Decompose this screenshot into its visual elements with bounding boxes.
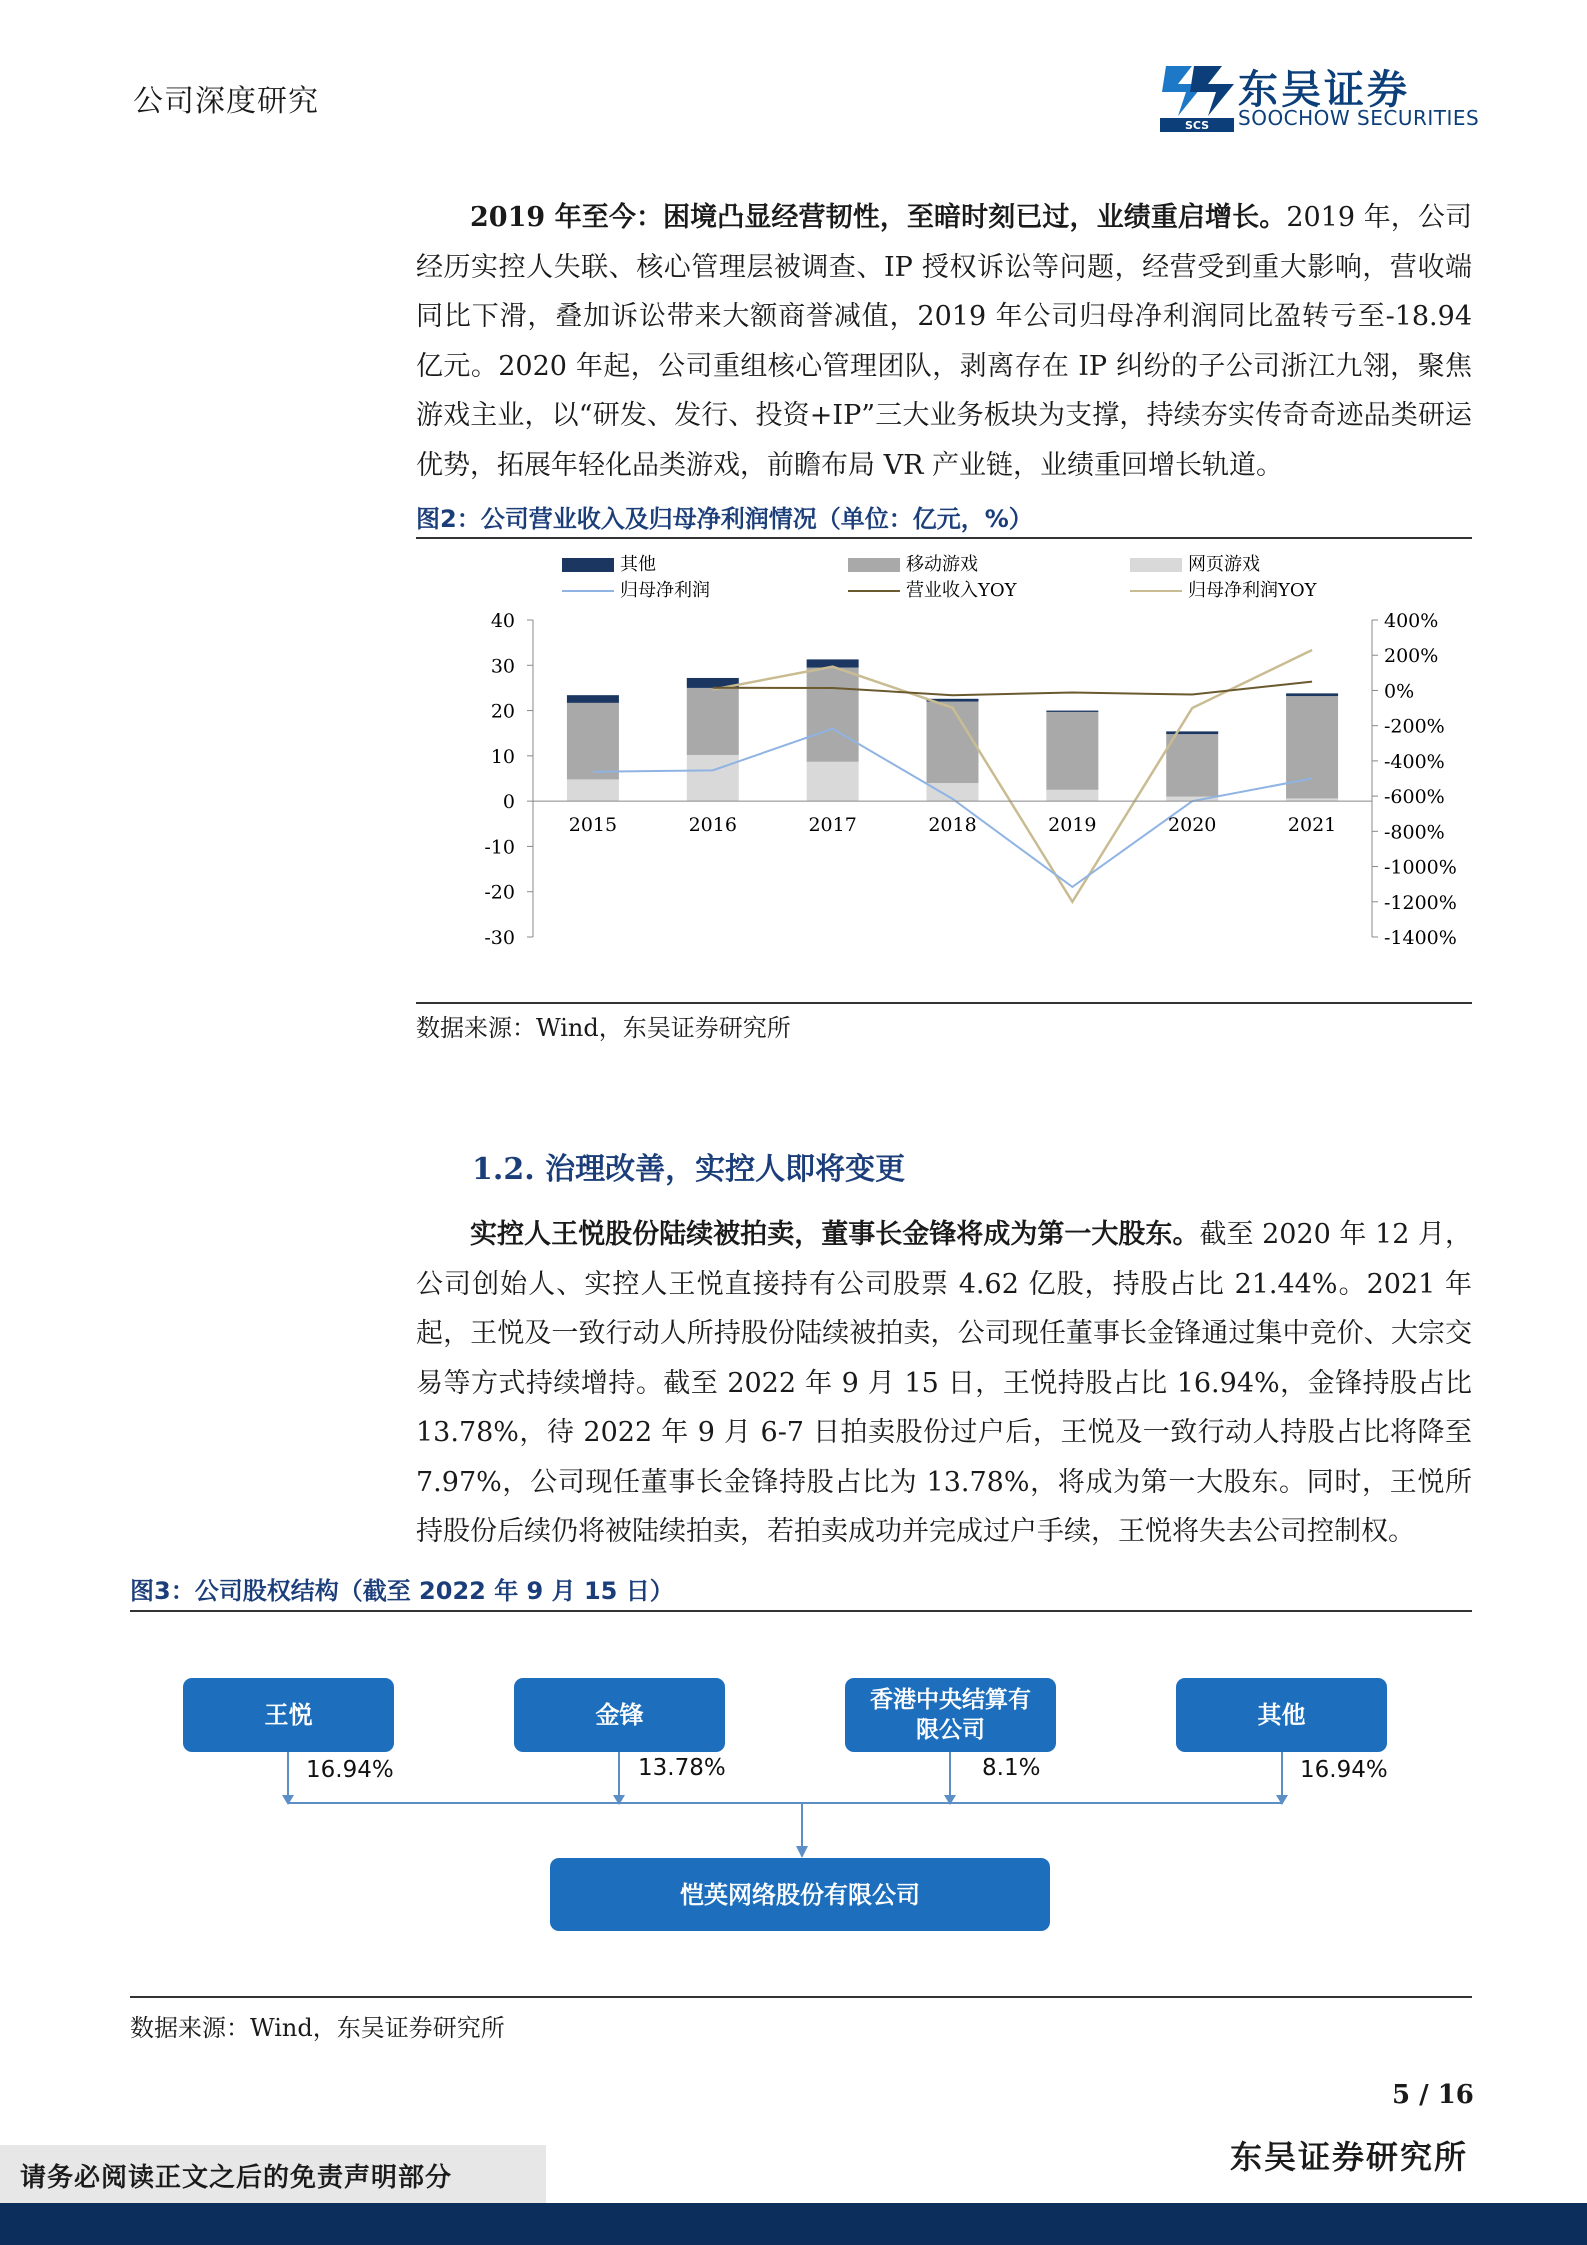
y-right-tick-label: -800% bbox=[1384, 821, 1445, 844]
figure-2-source: 数据来源：Wind，东吴证券研究所 bbox=[416, 1014, 791, 1042]
legend-swatch bbox=[1130, 558, 1182, 572]
logo-chinese: 东吴证券 bbox=[1238, 67, 1410, 113]
bar-segment-其他 bbox=[1286, 693, 1338, 696]
footer-institute: 东吴证券研究所 bbox=[1230, 2138, 1469, 2176]
bar-segment-网页游戏 bbox=[807, 762, 859, 801]
y-left-tick-label: 40 bbox=[490, 610, 515, 632]
bar-segment-移动游戏 bbox=[927, 702, 979, 784]
section-heading-1-2: 1.2. 治理改善，实控人即将变更 bbox=[472, 1152, 906, 1187]
x-tick-label: 2019 bbox=[1048, 814, 1097, 837]
legend-swatch bbox=[848, 558, 900, 572]
figure-2-bottom-rule bbox=[416, 1002, 1472, 1004]
bar-segment-网页游戏 bbox=[567, 779, 619, 801]
legend-label: 归母净利润YOY bbox=[1188, 580, 1317, 601]
y-right-tick-label: 0% bbox=[1384, 680, 1415, 703]
shareholder-name: 香港中央结算有限公司 bbox=[870, 1687, 1031, 1743]
bar-segment-移动游戏 bbox=[687, 688, 739, 755]
legend-label: 网页游戏 bbox=[1188, 554, 1260, 575]
legend-label: 归母净利润 bbox=[620, 580, 710, 601]
legend-label: 营业收入YOY bbox=[906, 580, 1017, 601]
y-left-tick-label: 30 bbox=[490, 655, 515, 678]
chart-legend bbox=[562, 554, 1318, 601]
bar-segment-移动游戏 bbox=[807, 668, 859, 762]
logo-badge-text: SCS bbox=[1184, 119, 1210, 132]
page-number: 5 / 16 bbox=[1392, 2080, 1474, 2110]
shareholder-name: 其他 bbox=[1257, 1701, 1306, 1729]
figure-2-title: 图2：公司营业收入及归母净利润情况（单位：亿元，%） bbox=[416, 505, 1033, 533]
shareholder-name: 王悦 bbox=[264, 1701, 313, 1729]
x-tick-label: 2018 bbox=[928, 814, 977, 837]
para2-body: 截至 2020 年 12 月，公司创始人、实控人王悦直接持有公司股票 4.62 亿股，持股占比 21.44%。2021 年起，王悦及一致行动人所持股份陆续被拍卖，公司现任董事长金锋通过集中竞价、大宗交易等方式持续增持。截至 2022 年 9 月 15 日，王悦持股占比 16.94%，金锋持股占比 13.78%，待 2022 年 9 月 6-7 日拍卖股份过户后，王悦及一致行动人持股占比将降至 7.97%，公司现任董事长金锋持股占比为 13.78%，将成为第一大股东。同时，王悦所持股份后续仍将被陆续拍卖，若拍卖成功并完成过户手续，王悦将失去公司控制权。 bbox=[416, 1219, 1473, 1547]
paragraph-ownership bbox=[416, 1210, 1472, 1557]
y-right-tick-label: 400% bbox=[1384, 610, 1439, 632]
x-tick-label: 2017 bbox=[808, 814, 857, 837]
figure-3-top-rule bbox=[130, 1610, 1472, 1612]
y-right-tick-label: -1000% bbox=[1384, 856, 1457, 879]
legend-swatch bbox=[562, 558, 614, 572]
shareholder-name: 金锋 bbox=[595, 1701, 644, 1729]
x-tick-label: 2015 bbox=[568, 814, 618, 837]
shareholder-box-wangyue bbox=[183, 1678, 394, 1752]
bar-segment-网页游戏 bbox=[1046, 790, 1098, 801]
y-right-tick-label: 200% bbox=[1384, 645, 1439, 668]
y-right-tick-label: -400% bbox=[1384, 750, 1445, 773]
para1-body: 2019 年，公司经历实控人失联、核心管理层被调查、IP 授权诉讼等问题，经营受到重大影响，营收端同比下滑，叠加诉讼带来大额商誉减值，2019 年公司归母净利润同比盈转亏至-18.94 亿元。2020 年起，公司重组核心管理团队，剥离存在 IP 纠纷的子公司浙江九翎，聚焦游戏主业，以“研发、发行、投资+IP”三大业务板块为支撑，持续夯实传奇奇迹品类研运优势，拓展年轻化品类游戏，前瞻布局 VR 产业链，业绩重回增长轨道。 bbox=[416, 202, 1473, 481]
x-tick-label: 2016 bbox=[688, 814, 737, 837]
y-left-tick-label: 0 bbox=[502, 791, 515, 814]
chart-bars bbox=[567, 659, 1338, 801]
bar-segment-其他 bbox=[567, 695, 619, 703]
bar-segment-其他 bbox=[1166, 731, 1218, 734]
company-name: 恺英网络股份有限公司 bbox=[680, 1880, 920, 1909]
stake-pct-wangyue: 16.94% bbox=[306, 1757, 394, 1783]
y-right-tick-label: -1400% bbox=[1384, 927, 1457, 949]
y-right-tick-label: -1200% bbox=[1384, 891, 1457, 914]
stake-pct-others: 16.94% bbox=[1300, 1757, 1388, 1783]
figure-3-title: 图3：公司股权结构（截至 2022 年 9 月 15 日） bbox=[130, 1577, 674, 1605]
y-left-tick-label: -30 bbox=[484, 927, 515, 949]
figure-3-bottom-rule bbox=[130, 1996, 1472, 1998]
bar-segment-移动游戏 bbox=[567, 703, 619, 780]
shareholder-box-jinfeng bbox=[514, 1678, 725, 1752]
stake-pct-hkscc: 8.1% bbox=[982, 1755, 1041, 1781]
shareholder-box-others bbox=[1176, 1678, 1387, 1752]
legend-label: 其他 bbox=[620, 554, 656, 575]
shareholder-box-hkscc bbox=[845, 1678, 1056, 1752]
company-box bbox=[550, 1858, 1050, 1931]
bar-segment-网页游戏 bbox=[687, 755, 739, 801]
logo-english: SOOCHOW SECURITIES bbox=[1238, 106, 1480, 130]
bar-segment-移动游戏 bbox=[1046, 712, 1098, 790]
bar-segment-移动游戏 bbox=[1286, 696, 1338, 798]
y-right-tick-label: -200% bbox=[1384, 715, 1445, 738]
bar-segment-其他 bbox=[1046, 711, 1098, 712]
y-left-tick-label: 20 bbox=[490, 700, 515, 723]
para2-lead: 实控人王悦股份陆续被拍卖，董事长金锋将成为第一大股东。 bbox=[470, 1219, 1200, 1250]
legend-label: 移动游戏 bbox=[906, 554, 978, 575]
x-tick-label: 2021 bbox=[1287, 814, 1337, 837]
y-right-tick-label: -600% bbox=[1384, 786, 1445, 809]
stake-pct-jinfeng: 13.78% bbox=[638, 1755, 726, 1781]
report-type-label: 公司深度研究 bbox=[133, 84, 319, 119]
x-tick-label: 2020 bbox=[1168, 814, 1217, 837]
para1-lead: 2019 年至今：困境凸显经营韧性，至暗时刻已过，业绩重启增长。 bbox=[470, 202, 1287, 233]
y-left-tick-label: 10 bbox=[490, 745, 515, 768]
y-left-tick-label: -20 bbox=[484, 881, 515, 904]
footer-bar bbox=[0, 2203, 1587, 2245]
figure-3-source: 数据来源：Wind，东吴证券研究所 bbox=[130, 2014, 505, 2042]
y-left-tick-label: -10 bbox=[484, 836, 515, 859]
bar-segment-移动游戏 bbox=[1166, 734, 1218, 796]
disclaimer-text: 请务必阅读正文之后的免责声明部分 bbox=[20, 2163, 453, 2193]
disclaimer-banner bbox=[0, 2145, 546, 2203]
